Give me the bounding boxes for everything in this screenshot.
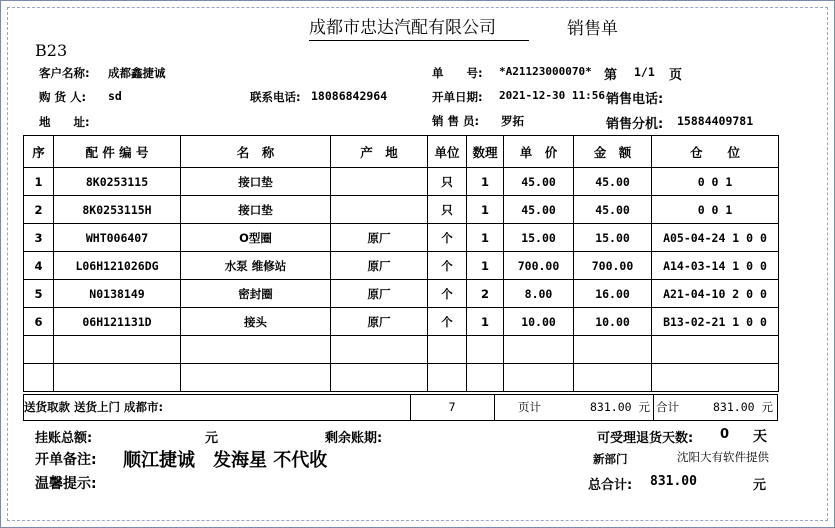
cell-name: 接头 xyxy=(181,308,331,336)
cell-price: 45.00 xyxy=(504,168,574,196)
order-no-label: 单 号: xyxy=(432,66,483,80)
page-value: 1/1 xyxy=(634,65,655,79)
col-header-price: 单 价 xyxy=(504,136,574,168)
cell-location: B13-02-21 1 0 0 xyxy=(652,308,779,336)
cell-qty: 1 xyxy=(467,196,504,224)
cell-name: O型圈 xyxy=(181,224,331,252)
table-row xyxy=(24,224,779,252)
col-header-location: 仓 位 xyxy=(652,136,779,168)
cell-seq: 3 xyxy=(24,224,54,252)
cell-amount xyxy=(574,336,652,364)
cell-qty: 1 xyxy=(467,168,504,196)
credit-label: 挂账总额: xyxy=(35,431,93,446)
cell-location: A21-04-10 2 0 0 xyxy=(652,280,779,308)
return-days-value: 0 xyxy=(720,427,730,442)
cell-origin xyxy=(331,196,428,224)
cell-qty: 1 xyxy=(467,252,504,280)
cell-price: 8.00 xyxy=(504,280,574,308)
cell-part-no: 8K0253115 xyxy=(54,168,181,196)
table-header-row xyxy=(24,136,779,168)
cell-part-no xyxy=(54,364,181,392)
cell-part-no: 8K0253115H xyxy=(54,196,181,224)
page-label-post: 页 xyxy=(669,68,683,83)
page-margin-guide-right xyxy=(827,7,828,521)
software-provider: 沈阳大有软件提供 xyxy=(677,450,769,464)
company-name: 成都市忠达汽配有限公司 xyxy=(309,13,529,41)
salesperson-value: 罗拓 xyxy=(501,114,524,128)
cell-seq: 5 xyxy=(24,280,54,308)
cell-qty xyxy=(467,364,504,392)
remaining-period-label: 剩余账期: xyxy=(325,431,383,446)
col-header-name: 名 称 xyxy=(181,136,331,168)
cell-amount xyxy=(574,364,652,392)
cell-price xyxy=(504,336,574,364)
branch-label: 销售分机: xyxy=(606,117,664,132)
return-days-label: 可受理退货天数: xyxy=(597,431,694,446)
cell-origin xyxy=(331,168,428,196)
address-label: 地 址: xyxy=(39,115,90,129)
summary-row xyxy=(23,394,778,421)
cell-name: 接口垫 xyxy=(181,196,331,224)
cell-part-no: 06H121131D xyxy=(54,308,181,336)
col-header-seq: 序 xyxy=(24,136,54,168)
col-header-origin: 产 地 xyxy=(331,136,428,168)
grand-total-footer-unit: 元 xyxy=(753,478,767,493)
table-row xyxy=(24,280,779,308)
date-value: 2021-12-30 11:56 xyxy=(499,89,605,102)
cell-qty: 2 xyxy=(467,280,504,308)
table-row xyxy=(24,364,779,392)
dept-label: 新部门 xyxy=(593,452,628,466)
cell-qty xyxy=(467,336,504,364)
cell-seq xyxy=(24,336,54,364)
date-label: 开单日期: xyxy=(432,90,483,104)
cell-name: 水泵 维修站 xyxy=(181,252,331,280)
cell-unit xyxy=(428,336,467,364)
order-no-value: *A21123000070* xyxy=(499,65,592,78)
cell-unit: 个 xyxy=(428,252,467,280)
cell-location xyxy=(652,336,779,364)
cell-part-no: WHT006407 xyxy=(54,224,181,252)
cell-seq: 2 xyxy=(24,196,54,224)
page-margin-guide-bottom xyxy=(7,520,828,521)
table-row xyxy=(24,308,779,336)
cell-qty: 1 xyxy=(467,224,504,252)
summary-divider xyxy=(494,395,495,420)
sales-phone-label: 销售电话: xyxy=(606,92,664,107)
cell-origin: 原厂 xyxy=(331,308,428,336)
grand-total-footer-label: 总合计: xyxy=(588,478,633,493)
qty-total: 7 xyxy=(448,400,456,414)
remark-value: 顺江捷诚 发海星 不代收 xyxy=(123,450,328,471)
summary-divider xyxy=(653,395,654,420)
col-header-part-no: 配 件 编 号 xyxy=(54,136,181,168)
delivery-text: 送货取款 送货上门 成都市: xyxy=(24,400,164,414)
cell-origin xyxy=(331,364,428,392)
cell-amount: 10.00 xyxy=(574,308,652,336)
cell-location: 0 0 1 xyxy=(652,168,779,196)
cell-origin xyxy=(331,336,428,364)
cell-unit: 只 xyxy=(428,168,467,196)
cell-unit: 个 xyxy=(428,224,467,252)
cell-location: A14-03-14 1 0 0 xyxy=(652,252,779,280)
cell-location: 0 0 1 xyxy=(652,196,779,224)
cell-name: 密封圈 xyxy=(181,280,331,308)
remark-label: 开单备注: xyxy=(35,452,97,468)
cell-price: 700.00 xyxy=(504,252,574,280)
grand-total-label: 合计 xyxy=(656,400,679,414)
cell-name xyxy=(181,336,331,364)
cell-unit xyxy=(428,364,467,392)
cell-name: 接口垫 xyxy=(181,168,331,196)
receipt-code: B23 xyxy=(35,41,68,60)
table-row xyxy=(24,168,779,196)
cell-seq xyxy=(24,364,54,392)
cell-origin: 原厂 xyxy=(331,224,428,252)
page-margin-guide-top xyxy=(7,7,828,8)
table-row xyxy=(24,336,779,364)
cell-location: A05-04-24 1 0 0 xyxy=(652,224,779,252)
col-header-amount: 金 额 xyxy=(574,136,652,168)
col-header-qty: 数理 xyxy=(467,136,504,168)
cell-price xyxy=(504,364,574,392)
cell-unit: 只 xyxy=(428,196,467,224)
buyer-value: sd xyxy=(108,89,122,103)
items-table xyxy=(23,135,779,392)
col-header-unit: 单位 xyxy=(428,136,467,168)
cell-amount: 16.00 xyxy=(574,280,652,308)
tip-label: 温馨提示: xyxy=(35,476,97,492)
cell-amount: 15.00 xyxy=(574,224,652,252)
page-total-value: 831.00 元 xyxy=(590,400,650,414)
cell-price: 45.00 xyxy=(504,196,574,224)
table-row xyxy=(24,196,779,224)
phone-label: 联系电话: xyxy=(250,90,301,104)
page-margin-guide-left xyxy=(7,7,8,521)
document-type: 销售单 xyxy=(567,19,618,39)
cell-origin: 原厂 xyxy=(331,280,428,308)
cell-part-no xyxy=(54,336,181,364)
buyer-label: 购 货 人: xyxy=(39,90,87,104)
cell-amount: 45.00 xyxy=(574,196,652,224)
cell-part-no: L06H121026DG xyxy=(54,252,181,280)
table-row xyxy=(24,252,779,280)
cell-amount: 45.00 xyxy=(574,168,652,196)
cell-qty: 1 xyxy=(467,308,504,336)
cell-seq: 4 xyxy=(24,252,54,280)
cell-origin: 原厂 xyxy=(331,252,428,280)
credit-unit: 元 xyxy=(205,431,219,446)
cell-seq: 6 xyxy=(24,308,54,336)
cell-seq: 1 xyxy=(24,168,54,196)
grand-total-value: 831.00 元 xyxy=(713,400,773,414)
cell-amount: 700.00 xyxy=(574,252,652,280)
customer-label: 客户名称: xyxy=(39,66,90,80)
salesperson-label: 销 售 员: xyxy=(432,114,480,128)
customer-value: 成都鑫捷诚 xyxy=(108,66,166,80)
cell-price: 15.00 xyxy=(504,224,574,252)
return-days-unit: 天 xyxy=(753,429,767,445)
cell-unit: 个 xyxy=(428,308,467,336)
cell-price: 10.00 xyxy=(504,308,574,336)
cell-name xyxy=(181,364,331,392)
grand-total-footer-value: 831.00 xyxy=(650,474,697,489)
branch-value: 15884409781 xyxy=(677,114,754,128)
phone-value: 18086842964 xyxy=(311,89,388,103)
page-total-label: 页计 xyxy=(518,400,541,414)
cell-unit: 个 xyxy=(428,280,467,308)
page-label-pre: 第 xyxy=(604,68,618,83)
cell-part-no: N0138149 xyxy=(54,280,181,308)
cell-location xyxy=(652,364,779,392)
